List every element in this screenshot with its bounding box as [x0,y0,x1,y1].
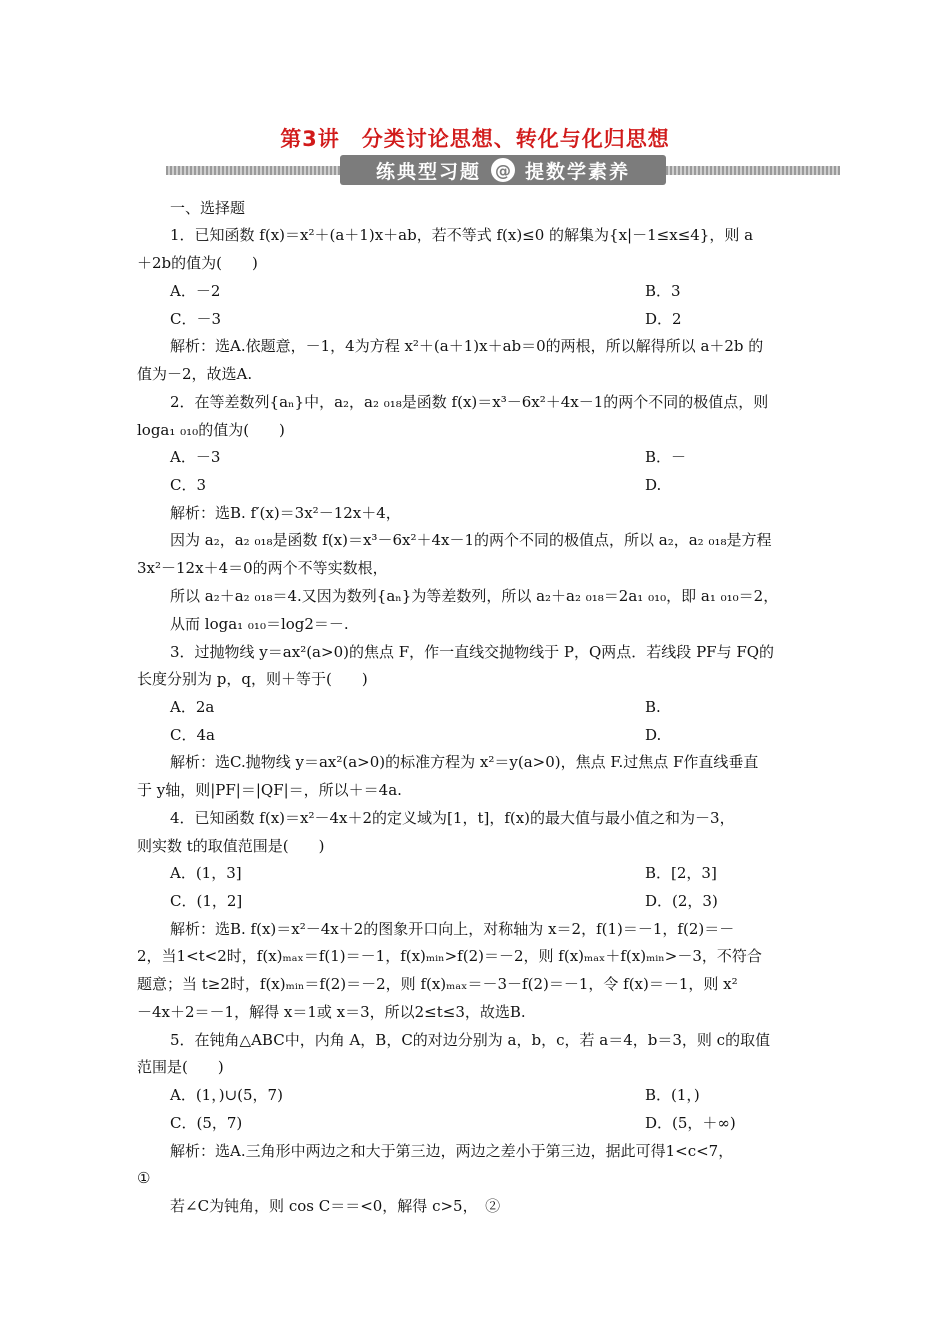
q1-option-a: A．－2 [170,282,221,300]
q5-solution-line-2: 若∠C为钝角，则 cos C＝＝<0，解得 c>5， ② [170,1197,501,1215]
q1-solution-cont: 值为－2，故选A. [137,365,253,383]
q1-options-row-2 [170,309,850,329]
question-3-text-cont: 长度分别为 p，q，则＋等于( ) [137,670,368,688]
q5-solution: 解析：选A.三角形中两边之和大于第三边，两边之差小于第三边，据此可得1<c<7， [170,1142,734,1160]
section-banner [166,155,840,185]
q4-solution-line-2: 2，当1<t<2时，f(x)ₘₐₓ＝f(1)＝－1，f(x)ₘᵢₙ>f(2)＝－2，则 f(x)ₘₐₓ＋f(x)ₘᵢₙ>－3，不符合 [137,947,762,965]
section-heading: 一、选择题 [170,199,246,217]
q4-options-row-2 [170,891,850,911]
question-3-text: 3．过抛物线 y＝ax²(a>0)的焦点 F，作一直线交抛物线于 P，Q两点．若线段 PF与 FQ的 [170,643,775,661]
q3-solution: 解析：选C.抛物线 y＝ax²(a>0)的标准方程为 x²＝y(a>0)，焦点 F.过焦点 F作直线垂直 [170,753,759,771]
q2-solution-line-3: 3x²－12x＋4＝0的两个不等实数根， [137,559,388,577]
q4-options-row-1 [170,863,850,883]
q5-option-b: B．(1，) [645,1086,700,1104]
q1-option-c: C．－3 [170,310,222,328]
q3-options-row-1 [170,697,850,717]
q2-option-a: A．－3 [170,448,221,466]
page-title: 第3讲 分类讨论思想、转化与化归思想 [280,127,670,151]
q4-option-b: B．[2，3] [645,864,717,882]
q3-options-row-2 [170,725,850,745]
q2-solution-line-5: 从而 loga₁ ₀₁₀＝log2＝－. [170,615,349,633]
q5-option-a: A．(1，)∪(5，7) [170,1086,283,1104]
q5-options-row-2 [170,1113,850,1133]
question-5-text: 5．在钝角△ABC中，内角 A，B，C的对边分别为 a，b，c，若 a＝4，b＝3，则 c的取值 [170,1031,771,1049]
q1-options-row-1 [170,281,850,301]
q4-option-d: D．(2，3) [645,892,718,910]
q1-solution: 解析：选A.依题意，－1，4为方程 x²＋(a＋1)x＋ab＝0的两根，所以解得所以 a＋2b 的 [170,337,764,355]
q2-solution-line-4: 所以 a₂＋a₂ ₀₁₈＝4.又因为数列{aₙ}为等差数列，所以 a₂＋a₂ ₀₁₈＝2a₁ ₀₁₀，即 a₁ ₀₁₀＝2， [170,587,779,605]
question-2-text-cont: loga₁ ₀₁₀的值为( ) [137,421,285,439]
q4-option-a: A．(1，3] [170,864,242,882]
question-1-text-cont: ＋2b的值为( ) [137,254,258,272]
q4-solution-line-4: －4x＋2＝－1，解得 x＝1或 x＝3，所以2≤t≤3，故选B. [137,1003,526,1021]
q3-option-d: D. [645,726,662,744]
question-4-text-cont: 则实数 t的取值范围是( ) [137,837,325,855]
q3-option-c: C．4a [170,726,215,744]
q2-option-b: B．－ [645,448,687,466]
q4-solution-line-3: 题意；当 t≥2时，f(x)ₘᵢₙ＝f(2)＝－2，则 f(x)ₘₐₓ＝－3－f(2)＝－1，令 f(x)＝－1，则 x² [137,975,738,993]
q2-options-row-2 [170,475,850,495]
q3-option-b: B. [645,698,661,716]
q2-option-d: D. [645,476,662,494]
q3-solution-cont: 于 y轴，则|PF|＝|QF|＝，所以＋＝4a. [137,781,402,799]
q2-options-row-1 [170,447,850,467]
q3-option-a: A．2a [170,698,215,716]
q4-solution: 解析：选B. f(x)＝x²－4x＋2的图象开口向上，对称轴为 x＝2，f(1)＝－1，f(2)＝－ [170,920,735,938]
q2-option-c: C．3 [170,476,207,494]
banner-left-text: 练典型习题 [375,160,481,183]
q5-options-row-1 [170,1085,850,1105]
banner-label [340,155,666,185]
q5-solution-marker: ① [137,1169,151,1187]
banner-right-text: 提数学素养 [525,160,631,183]
question-1-text: 1．已知函数 f(x)＝x²＋(a＋1)x＋ab，若不等式 f(x)≤0 的解集为{x|－1≤x≤4}，则 a [170,226,754,244]
q5-option-c: C．(5，7) [170,1114,243,1132]
banner-logo-icon: @ [491,158,515,182]
question-5-text-cont: 范围是( ) [137,1058,224,1076]
q2-solution-line-2: 因为 a₂，a₂ ₀₁₈是函数 f(x)＝x³－6x²＋4x－1的两个不同的极值点，所以 a₂，a₂ ₀₁₈是方程 [170,531,772,549]
q5-option-d: D．(5，＋∞) [645,1114,736,1132]
question-2-text: 2．在等差数列{aₙ}中，a₂，a₂ ₀₁₈是函数 f(x)＝x³－6x²＋4x－1的两个不同的极值点，则 [170,393,769,411]
q4-option-c: C．(1，2] [170,892,243,910]
question-4-text: 4．已知函数 f(x)＝x²－4x＋2的定义域为[1，t]，f(x)的最大值与最小值之和为－3， [170,809,735,827]
q1-option-b: B．3 [645,282,681,300]
q1-option-d: D．2 [645,310,682,328]
q2-solution: 解析：选B. f′(x)＝3x²－12x＋4， [170,504,401,522]
